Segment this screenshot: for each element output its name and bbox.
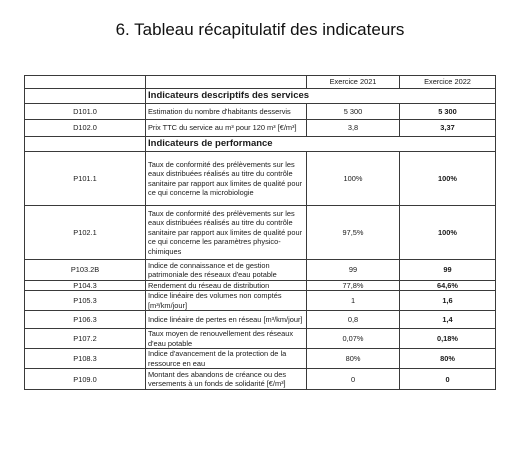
header-blank-cell xyxy=(25,76,146,89)
value-2022: 3,37 xyxy=(400,120,496,137)
value-2021: 3,8 xyxy=(307,120,400,137)
header-blank-cell xyxy=(146,76,307,89)
indicator-code: P108.3 xyxy=(25,349,146,369)
table-row xyxy=(25,291,496,311)
value-2022: 99 xyxy=(400,260,496,281)
section-row xyxy=(25,137,496,152)
indicator-code: P107.2 xyxy=(25,329,146,349)
indicator-code: P106.3 xyxy=(25,311,146,329)
indicator-code: P105.3 xyxy=(25,291,146,311)
table-header-row xyxy=(25,76,496,89)
value-2022: 5 300 xyxy=(400,104,496,120)
indicator-code: D101.0 xyxy=(25,104,146,120)
value-2021: 80% xyxy=(307,349,400,369)
table-row xyxy=(25,349,496,369)
indicator-description: Prix TTC du service au m³ pour 120 m³ [€/m³] xyxy=(146,120,307,137)
value-2022: 100% xyxy=(400,152,496,206)
value-2021: 1 xyxy=(307,291,400,311)
indicator-code: D102.0 xyxy=(25,120,146,137)
value-2022: 1,4 xyxy=(400,311,496,329)
indicator-description: Montant des abandons de créance ou des versements à un fonds de solidarité [€/m³] xyxy=(146,369,307,390)
value-2021: 77,8% xyxy=(307,281,400,291)
table-body xyxy=(25,89,496,390)
value-2022: 0 xyxy=(400,369,496,390)
indicator-code: P101.1 xyxy=(25,152,146,206)
indicator-description: Indice d'avancement de la protection de la ressource en eau xyxy=(146,349,307,369)
value-2021: 99 xyxy=(307,260,400,281)
value-2022: 1,6 xyxy=(400,291,496,311)
value-2022: 64,6% xyxy=(400,281,496,291)
value-2021: 5 300 xyxy=(307,104,400,120)
section-blank-cell xyxy=(25,137,146,152)
value-2022: 0,18% xyxy=(400,329,496,349)
section-label: Indicateurs de performance xyxy=(146,137,496,152)
value-2021: 0 xyxy=(307,369,400,390)
indicator-description: Indice de connaissance et de gestion patrimoniale des réseaux d'eau potable xyxy=(146,260,307,281)
indicator-code: P103.2B xyxy=(25,260,146,281)
header-year-2022: Exercice 2022 xyxy=(400,76,496,89)
table-row xyxy=(25,206,496,260)
table-row xyxy=(25,104,496,120)
indicator-description: Estimation du nombre d'habitants desservis xyxy=(146,104,307,120)
section-row xyxy=(25,89,496,104)
value-2021: 0,07% xyxy=(307,329,400,349)
value-2021: 0,8 xyxy=(307,311,400,329)
indicators-table xyxy=(24,75,496,390)
indicator-description: Indice linéaire de pertes en réseau [m³/km/jour] xyxy=(146,311,307,329)
value-2022: 100% xyxy=(400,206,496,260)
section-blank-cell xyxy=(25,89,146,104)
indicator-code: P102.1 xyxy=(25,206,146,260)
header-year-2021: Exercice 2021 xyxy=(307,76,400,89)
table-row xyxy=(25,311,496,329)
value-2021: 100% xyxy=(307,152,400,206)
indicator-description: Taux moyen de renouvellement des réseaux d'eau potable xyxy=(146,329,307,349)
section-label: Indicateurs descriptifs des services xyxy=(146,89,496,104)
indicator-description: Indice linéaire des volumes non comptés [m³/km/jour] xyxy=(146,291,307,311)
indicator-code: P109.0 xyxy=(25,369,146,390)
value-2021: 97,5% xyxy=(307,206,400,260)
table-row xyxy=(25,369,496,390)
indicator-description: Taux de conformité des prélèvements sur les eaux distribuées réalisés au titre du contrôle sanitaire par rapport aux limites de qualité pour ce qui concerne la microbiologie xyxy=(146,152,307,206)
indicator-code: P104.3 xyxy=(25,281,146,291)
table-row xyxy=(25,152,496,206)
indicator-description: Rendement du réseau de distribution xyxy=(146,281,307,291)
page-title: 6. Tableau récapitulatif des indicateurs xyxy=(115,20,405,39)
indicator-description: Taux de conformité des prélèvements sur les eaux distribuées réalisés au titre du contrôle sanitaire par rapport aux limites de qualité pour ce qui concerne les paramètres physico-chimiques xyxy=(146,206,307,260)
table-row xyxy=(25,281,496,291)
table-row xyxy=(25,260,496,281)
value-2022: 80% xyxy=(400,349,496,369)
table-row xyxy=(25,120,496,137)
table-row xyxy=(25,329,496,349)
